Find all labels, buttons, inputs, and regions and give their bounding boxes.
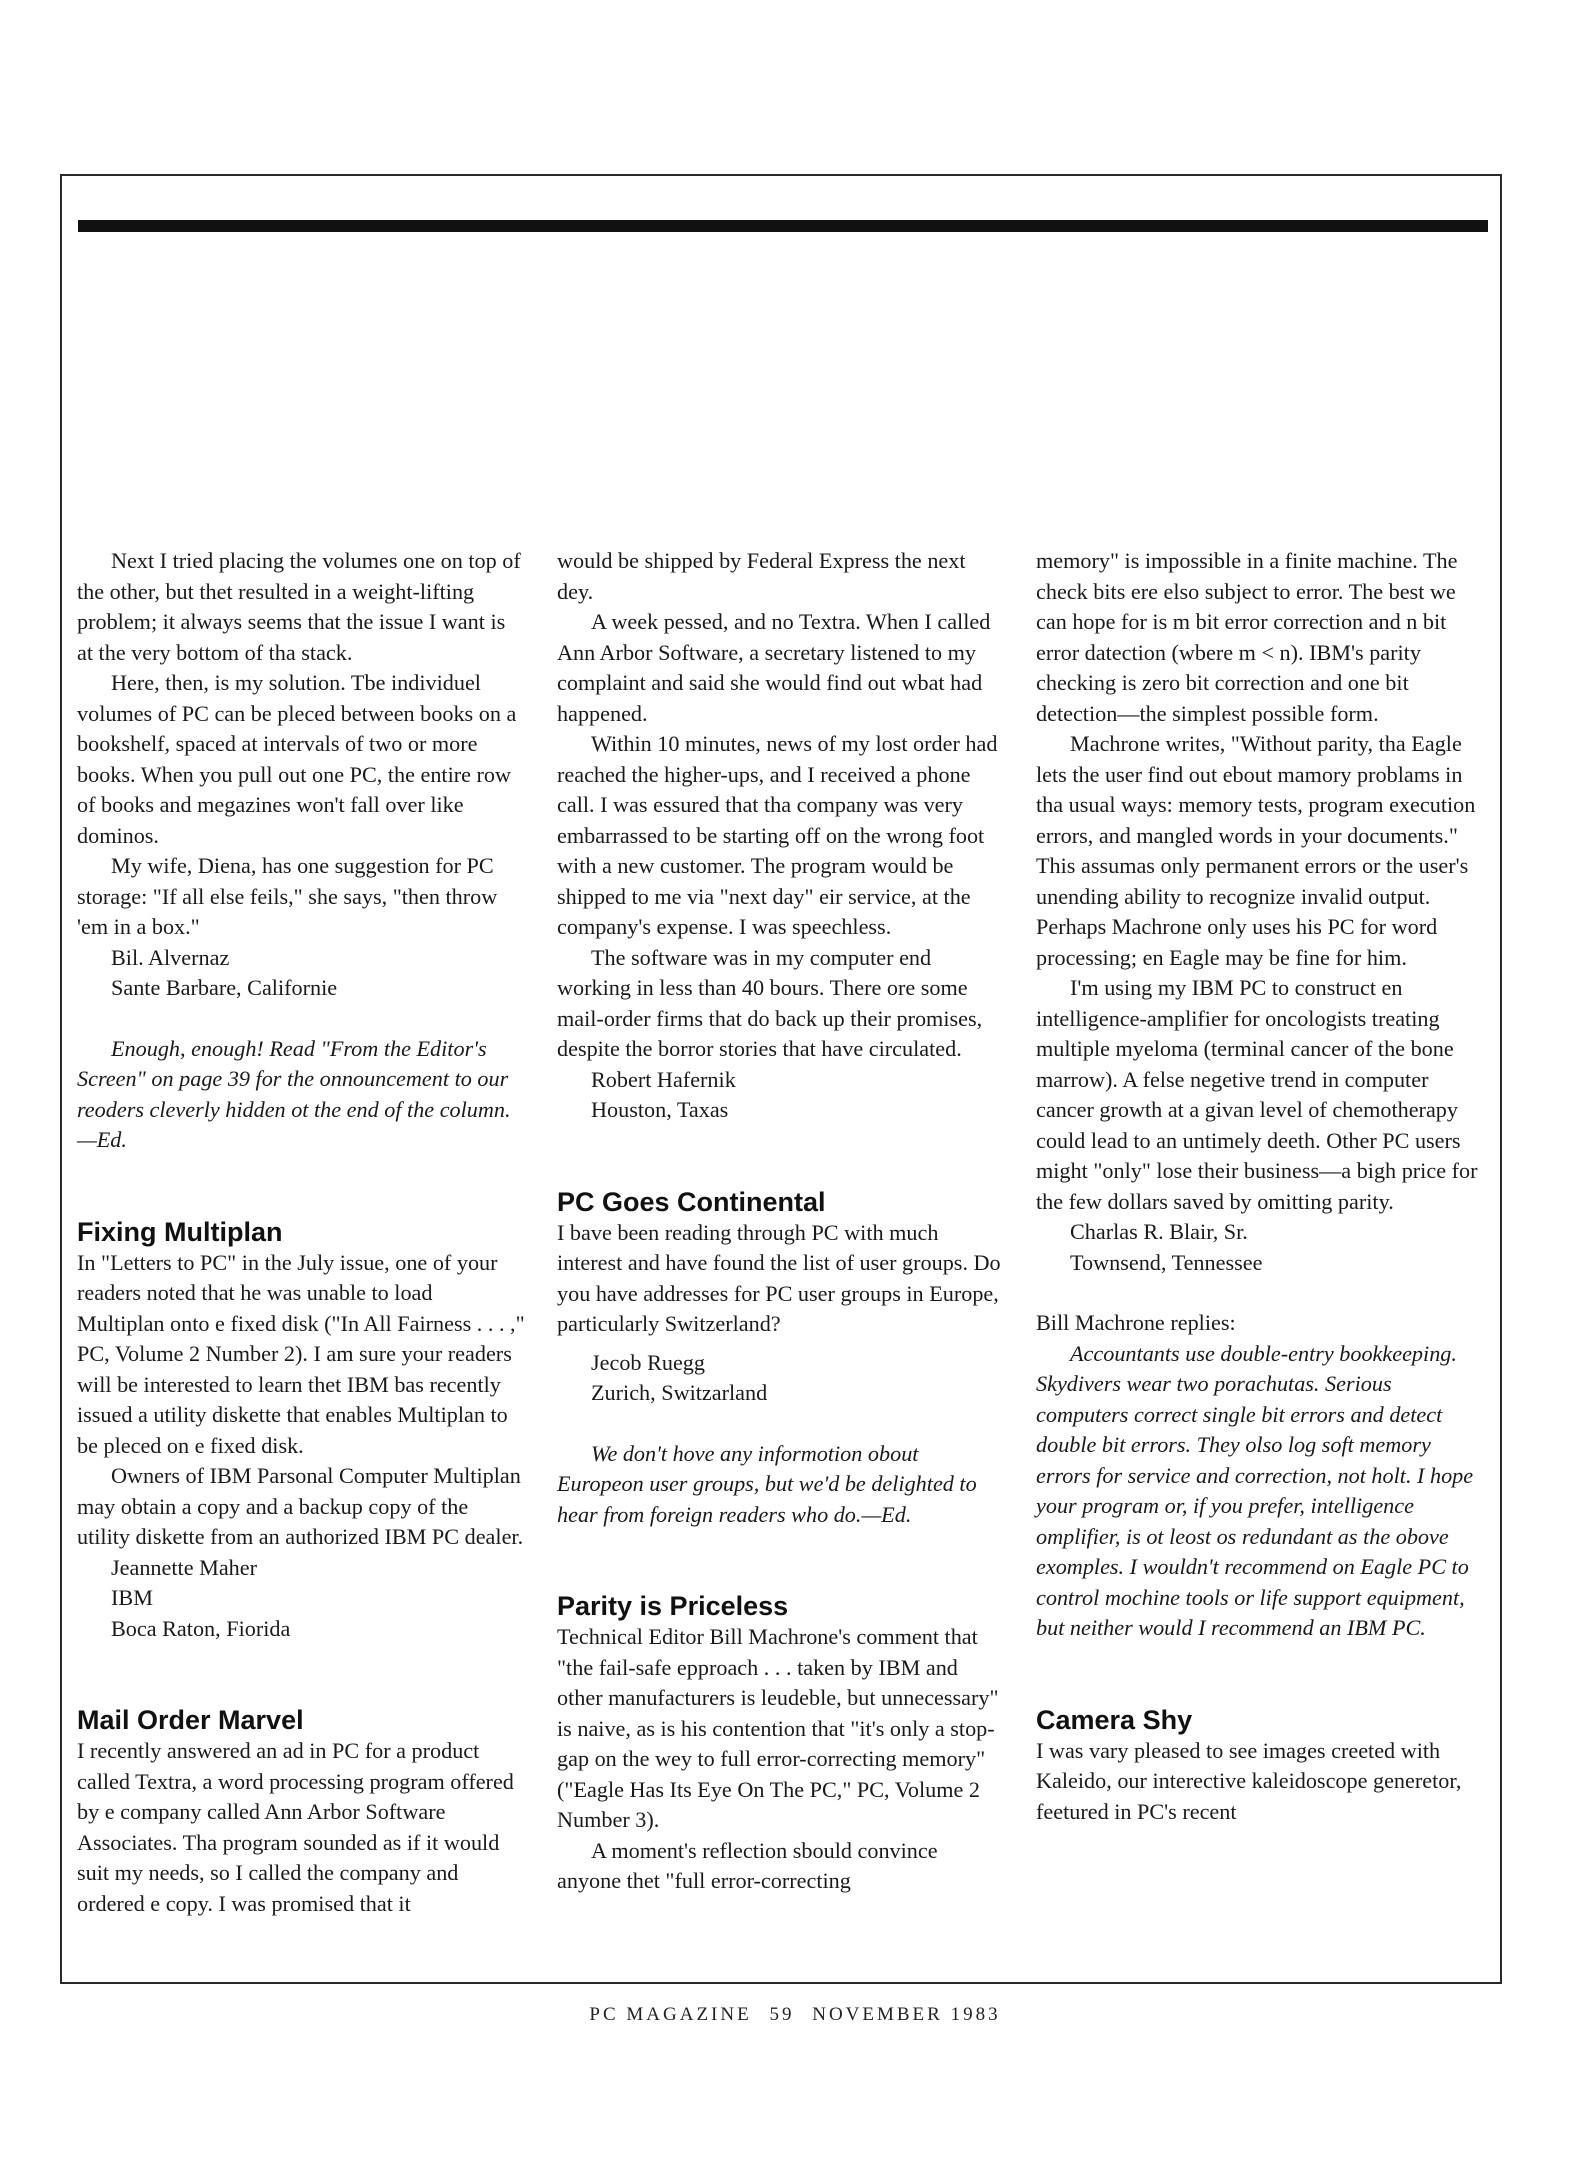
paragraph: I bave been reading through PC with much interest and have found the list of user groups. Do you have addresses for PC user groups in Europe, particularly Switzerland? <box>557 1219 1001 1336</box>
reply-label: Bill Machrone replies: <box>1036 1310 1236 1335</box>
paragraph: Machrone writes, "Without parity, tha Eagle lets the user find out ebout mamory problams in tha usual ways: memory tests, program execution errors, and mangled words in your documents." This assumas only permanent errors or the user's unending ability to recognize invalid output. Perhaps Machrone only uses his PC for word processing; en Eagle may be fine for him. <box>1036 731 1476 970</box>
paragraph: A moment's reflection sbould convince anyone thet "full error-correcting <box>557 1837 938 1893</box>
paragraph: Technical Editor Bill Machrone's comment that "the fail-safe epproach . . . taken by IBM and other manufacturers is leudeble, but unnecessary" is naive, as is his contention that "it's only a stop-gap on the wey to full error-correcting memory" ("Eagle Has Its Eye On The PC," PC, Volume 2 Number 3). <box>557 1624 999 1832</box>
footer-date: NOVEMBER 1983 <box>812 2004 1001 2025</box>
paragraph: In "Letters to PC" in the July issue, one of your readers noted that he was unable to load Multiplan onto e fixed disk ("In All Fairness . . . ," PC, Volume 2 Number 2). I am sure your readers will be interested to learn thet IBM bas recently issued a utility diskette that enables Multiplan to be pleced on e fixed disk. <box>77 1249 525 1458</box>
editor-note: Enough, enough! Read "From the Editor's Screen" on page 39 for the onnouncement to our reoders cleverly hidden ot the end of the column.—Ed. <box>77 1035 511 1152</box>
paragraph: would be shipped by Federal Express the next dey. <box>557 548 966 604</box>
signature-name: Charlas R. Blair, Sr. <box>1070 1219 1248 1244</box>
signature-name: Jecob Ruegg <box>591 1349 705 1375</box>
signature-name: Robert Hafernik <box>591 1066 736 1092</box>
column-2 <box>557 546 1005 1897</box>
signature-place: Sante Barbare, Californie <box>111 975 338 1000</box>
paragraph: Owners of IBM Parsonal Computer Multiplan may obtain a copy and a backup copy of the utility diskette from an authorized IBM PC dealer. <box>77 1463 524 1549</box>
paragraph: I recently answered an ad in PC for a product called Textra, a word processing program offered by e company called Ann Arbor Software Associates. Tha program sounded as if it would suit my needs, so I called the company and ordered e copy. I was promised that it <box>77 1738 514 1916</box>
paragraph: The software was in my computer end working in less than 40 bours. There ore some mail-order firms that do back up their promises, despite the borror stories that have circulated. <box>557 944 983 1061</box>
column-3 <box>1036 546 1484 1827</box>
heading-parity-is-priceless: Parity is Priceless <box>557 1591 789 1621</box>
signature-org: IBM <box>111 1585 153 1610</box>
heading-fixing-multiplan: Fixing Multiplan <box>77 1216 283 1247</box>
signature-place: Zurich, Switzarland <box>591 1380 768 1405</box>
heading-pc-goes-continental: PC Goes Continental <box>557 1186 826 1217</box>
signature-place: Houston, Taxas <box>591 1097 729 1122</box>
paragraph: A week pessed, and no Textra. When I called Ann Arbor Software, a secretary listened to my complaint and said she would find out wbat had happened. <box>557 609 991 726</box>
header-rule <box>78 220 1488 232</box>
signature-name: Bil. Alvernaz <box>111 944 230 970</box>
paragraph: Within 10 minutes, news of my lost order had reached the higher-ups, and I received a phone call. I was essured that tha company was very embarrassed to be starting off on the wrong foot with a new customer. The program would be shipped to me via "next day" eir service, at the company's expense. I was speechless. <box>557 731 998 939</box>
page-footer <box>0 2004 1590 2026</box>
editor-reply: Accountants use double-entry bookkeeping. Skydivers wear two porachutas. Serious computers correct single bit errors and detect double bit errors. They olso log soft memory errors for service and correction, not holt. I hope your program or, if you prefer, intelligence omplifier, is ot leost os redundant as the obove exomples. I wouldn't recommend on Eagle PC to control mochine tools or life support equipment, but neither would I recommend an IBM PC. <box>1036 1340 1474 1640</box>
footer-magazine: PC MAGAZINE <box>589 2004 752 2025</box>
paragraph: memory" is impossible in a finite machine. The check bits ere elso subject to error. The best we can hope for is m bit error correction and n bit error datection (wbere m < n). IBM's parity checking is zero bit correction and one bit detection—the simplest possible form. <box>1036 548 1458 726</box>
footer-page-number: 59 <box>769 2004 795 2025</box>
heading-camera-shy: Camera Shy <box>1036 1704 1193 1735</box>
paragraph: My wife, Diena, has one suggestion for PC storage: "If all else feils," she says, "then throw 'em in a box." <box>77 853 498 939</box>
paragraph: Here, then, is my solution. Tbe individuel volumes of PC can be pleced between books on a bookshelf, spaced at intervals of two or more books. When you pull out one PC, the entire row of books and megazines won't fall over like dominos. <box>77 670 517 848</box>
paragraph: Next I tried placing the volumes one on top of the other, but thet resulted in a weight-lifting problem; it always seems that the issue I want is at the very bottom of tha stack. <box>77 548 521 665</box>
editor-note: We don't hove any informotion obout Europeon user groups, but we'd be delighted to hear from foreign readers who do.—Ed. <box>557 1440 977 1527</box>
column-1 <box>77 546 525 1919</box>
signature-name: Jeannette Maher <box>111 1554 257 1580</box>
paragraph: I was vary pleased to see images creeted with Kaleido, our interective kaleidoscope generetor, feetured in PC's recent <box>1036 1737 1462 1824</box>
paragraph: I'm using my IBM PC to construct en intelligence-amplifier for oncologists treating multiple myeloma (terminal cancer of the bone marrow). A felse negetive trend in computer cancer growth at a givan level of chemotherapy could lead to an untimely deeth. Other PC users might "only" lose their business—a bigh price for the few dollars saved by omitting parity. <box>1036 975 1478 1214</box>
signature-place: Boca Raton, Fiorida <box>111 1615 291 1641</box>
heading-mail-order-marvel: Mail Order Marvel <box>77 1705 304 1735</box>
signature-place: Townsend, Tennessee <box>1070 1249 1263 1275</box>
